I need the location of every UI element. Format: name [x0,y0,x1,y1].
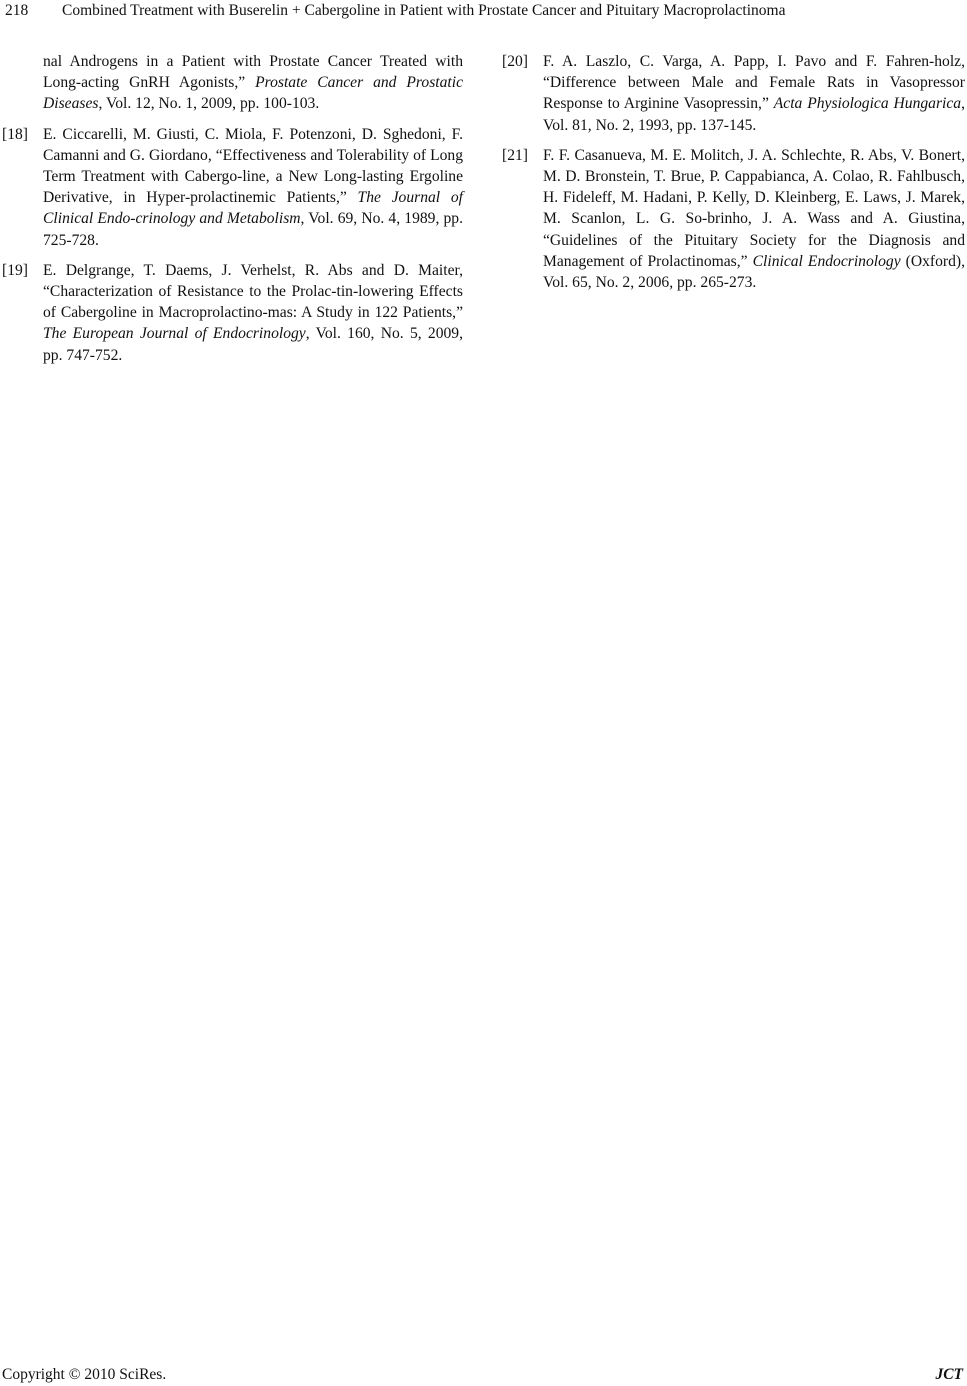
ref-details: , Vol. 12, No. 1, 2009, pp. 100-103. [98,95,320,113]
ref-number: [19] [2,261,28,279]
reference-20 [500,51,965,136]
ref-text: F. F. Casanueva, M. E. Molitch, J. A. Schlechte, R. Abs, V. Bonert, M. D. Bronstein, T. Brue, P. Cappabianca, A. Colao, R. Fahlbusch, H. Fideleff, M. Hadani, P. Kelly, D. Kleinberg, E. Laws, J. Marek, M. Scanlon, L. G. So-brinho, J. A. Wass and A. Giustina, “Guidelines of the Pituitary Society for the Diagnosis and Management of Prolactinomas,” [543,146,965,270]
ref-text: nal Androgens in a Patient with Prostate Cancer Treated with Long-acting GnRH Agonists,” [43,53,463,92]
ref-journal: The European Journal of Endocrinology [43,325,306,343]
ref-details: , Vol. 160, No. 5, 2009, pp. 747-752. [43,325,463,364]
page-header [0,0,967,26]
left-column [0,51,463,375]
reference-19 [0,260,463,366]
page-number: 218 [5,2,29,19]
ref-journal: Prostate Cancer and Prostatic Diseases [43,74,463,113]
page-footer [0,1366,967,1386]
ref-journal: The Journal of Clinical Endo-crinology and Metabolism [43,189,463,228]
reference-continuation [0,51,463,115]
ref-details: , Vol. 81, No. 2, 1993, pp. 137-145. [543,95,965,134]
ref-text: E. Delgrange, T. Daems, J. Verhelst, R. Abs and D. Maiter, “Characterization of Resistance to the Prolac-tin-lowering Effects of Cabergoline in Macroprolactino-mas: A Study in 122 Patients,” [43,261,463,322]
running-title: Combined Treatment with Buserelin + Cabergoline in Patient with Prostate Cancer and Pituitary Macroprolactinoma [62,2,786,19]
reference-18 [0,124,463,251]
journal-abbreviation: JCT [935,1366,963,1383]
ref-text: F. A. Laszlo, C. Varga, A. Papp, I. Pavo and F. Fahren-holz, “Difference between Male and Female Rats in Vasopressor Response to Arginine Vasopressin,” [543,53,965,113]
ref-details: , Vol. 69, No. 4, 1989, pp. 725-728. [43,210,463,249]
ref-journal: Acta Physiologica Hungarica [773,95,962,113]
ref-journal: Clinical Endocrinology [752,252,901,270]
ref-text: E. Ciccarelli, M. Giusti, C. Miola, F. Potenzoni, D. Sghedoni, F. Camanni and G. Giordano, “Effectiveness and Tolerability of Long Term Treatment with Cabergo-line, a New Long-lasting Ergoline Derivative, in Hyper-prolactinemic Patients,” [43,125,463,207]
ref-number: [20] [502,53,528,70]
ref-number: [21] [502,146,528,164]
right-column [500,51,965,302]
ref-details: (Oxford), Vol. 65, No. 2, 2006, pp. 265-273. [543,252,966,292]
copyright-notice: Copyright © 2010 SciRes. [2,1366,167,1383]
ref-number: [18] [2,125,28,143]
reference-21 [500,145,965,293]
